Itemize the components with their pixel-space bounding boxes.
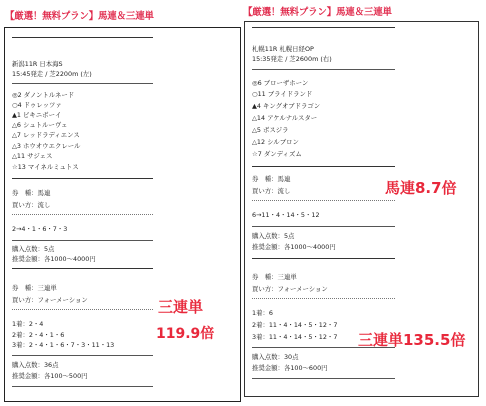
horse-mark-line: △6 シュトルーヴェ xyxy=(12,121,68,129)
bet-points: 購入点数：36点 xyxy=(12,361,59,369)
bet-method: 買い方：フォーメーション xyxy=(12,296,88,304)
divider xyxy=(12,309,153,310)
horse-mark-line: ☆7 ダンディズム xyxy=(252,150,302,158)
formation-third: 3着：2・4・1・6・7・3・11・13 xyxy=(12,341,115,349)
right-prediction-card xyxy=(244,21,479,397)
race-time-course: 15:35発走 / 芝2600m (右) xyxy=(252,55,332,63)
bet-type: 券 種：馬連 xyxy=(252,175,291,183)
right-plan-title: 【厳選！無料プラン】馬連＆三連単 xyxy=(243,7,392,18)
divider xyxy=(12,178,153,179)
divider xyxy=(252,27,395,28)
horse-mark-line: ▲1 ビキニボーイ xyxy=(12,111,62,119)
horse-mark-line: △12 シルブロン xyxy=(252,138,299,146)
formation-first: 1着：6 xyxy=(252,309,273,317)
quinella-hit-odds: 馬連8.7倍 xyxy=(385,179,457,197)
horse-mark-line: ◎6 ブローザホーン xyxy=(252,79,309,87)
horse-mark-line: △3 ホウオウエクレール xyxy=(12,142,81,150)
left-plan-title: 【厳選！無料プラン】馬連＆三連単 xyxy=(5,11,154,22)
formation-first: 1着：2・4 xyxy=(12,320,44,328)
divider xyxy=(12,37,153,38)
bet-type: 券 種：三連単 xyxy=(252,273,297,281)
divider xyxy=(12,355,153,356)
divider xyxy=(252,226,395,227)
horse-mark-line: △7 レッドラディエンス xyxy=(12,131,80,139)
divider xyxy=(252,298,395,299)
trifecta-hit-odds: 三連単135.5倍 xyxy=(358,331,466,349)
formation-second: 2着：2・4・1・6 xyxy=(12,331,65,339)
trifecta-hit-label: 三連単 xyxy=(158,298,204,316)
bet-method: 買い方：流し xyxy=(252,187,291,195)
race-time-course: 15:45発走 / 芝2200m (左) xyxy=(12,70,92,78)
bet-type: 券 種：馬連 xyxy=(12,189,51,197)
divider xyxy=(252,69,395,70)
bet-combination: 6→11・4・14・5・12 xyxy=(252,211,320,219)
divider xyxy=(12,268,153,269)
divider xyxy=(252,200,395,201)
divider xyxy=(252,258,395,259)
divider xyxy=(12,214,153,215)
horse-mark-line: ▲4 キングオブドラゴン xyxy=(252,102,321,110)
formation-second: 2着：11・4・14・5・12・7 xyxy=(252,321,338,329)
divider xyxy=(12,386,153,387)
horse-mark-line: △11 サジェス xyxy=(12,152,53,160)
bet-points: 購入点数：30点 xyxy=(252,353,299,361)
bet-method: 買い方：フォーメーション xyxy=(252,285,328,293)
left-prediction-card xyxy=(4,27,241,402)
horse-mark-line: ○11 ブライドランド xyxy=(252,90,313,98)
race-name: 新潟11R 日本海S xyxy=(12,60,63,68)
divider xyxy=(252,378,395,379)
horse-mark-line: △5 ボスジラ xyxy=(252,126,289,134)
horse-mark-line: △14 アケルナルスター xyxy=(252,114,318,122)
divider xyxy=(252,166,395,167)
horse-mark-line: ☆13 マイネルミュトス xyxy=(12,163,79,171)
bet-points: 購入点数：5点 xyxy=(252,232,295,240)
divider xyxy=(12,240,153,241)
bet-amount: 推奨金額：各1000～4000円 xyxy=(12,255,96,263)
bet-combination: 2→4・1・6・7・3 xyxy=(12,225,68,233)
divider xyxy=(12,83,153,84)
bet-amount: 推奨金額：各100～600円 xyxy=(252,364,328,372)
bet-amount: 推奨金額：各1000～4000円 xyxy=(252,243,336,251)
bet-amount: 推奨金額：各100～500円 xyxy=(12,372,88,380)
bet-points: 購入点数：5点 xyxy=(12,245,55,253)
bet-type: 券 種：三連単 xyxy=(12,284,57,292)
formation-third: 3着：11・4・14・5・12・7 xyxy=(252,333,338,341)
race-name: 札幌11R 札幌日経OP xyxy=(252,45,314,53)
horse-mark-line: ○4 ドゥレッツァ xyxy=(12,101,62,109)
trifecta-hit-odds: 119.9倍 xyxy=(156,326,215,342)
bet-method: 買い方：流し xyxy=(12,201,51,209)
horse-mark-line: ◎2 ダノントルネード xyxy=(12,91,75,99)
